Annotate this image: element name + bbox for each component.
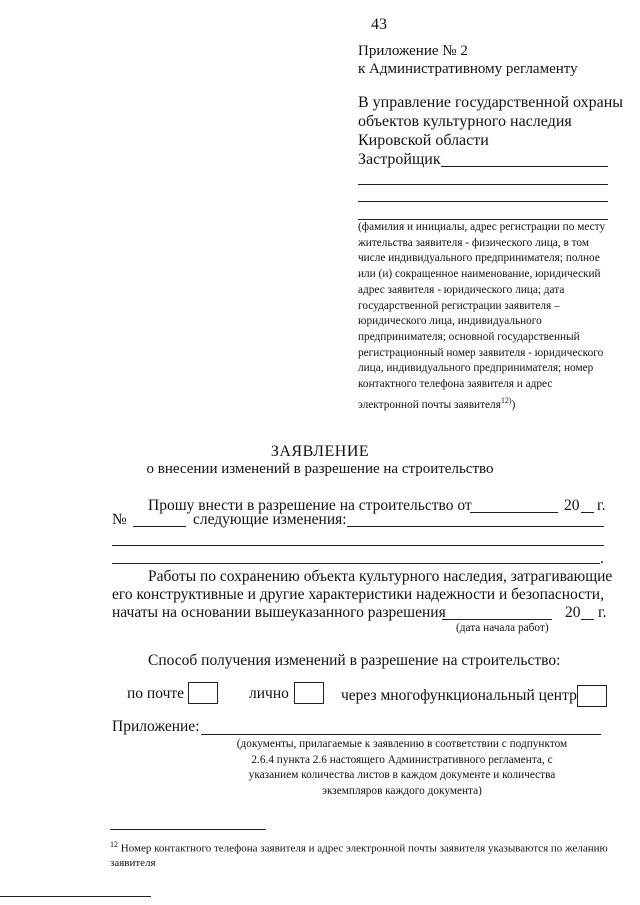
page-number: 43	[371, 16, 387, 33]
attachment-note-line-2: 2.6.4 пункта 2.6 настоящего Административного регламента, с	[251, 753, 553, 766]
attachment-note-line-3: указанием количества листов в каждом документе и количества	[248, 769, 556, 781]
works-year-suffix: г.	[598, 604, 607, 621]
footnote-separator	[110, 829, 266, 830]
works-date-field[interactable]	[442, 619, 552, 620]
footnote-mark: 12	[110, 840, 118, 849]
works-line-2: его конструктивные и другие характеристики надежности и безопасности,	[112, 586, 604, 603]
footnote-text: Номер контактного телефона заявителя и адрес электронной почты заявителя указываются по желанию заявителя	[110, 842, 608, 869]
attachment-field[interactable]	[201, 734, 601, 735]
works-line-3: начаты на основании вышеуказанного разрешения	[112, 604, 446, 621]
option-mail-checkbox[interactable]	[188, 682, 218, 704]
attachment-label: Приложение:	[112, 718, 200, 735]
option-mfc-label: через многофункциональный центр	[341, 687, 577, 704]
permit-year-prefix: 20	[564, 497, 580, 514]
option-personal-checkbox[interactable]	[294, 682, 324, 704]
appendix-header	[358, 42, 578, 78]
attachment-note-line-1: (документы, прилагаемые к заявлению в соответствии с подпунктом	[236, 738, 568, 750]
applicant-note	[358, 220, 613, 413]
applicant-note-text: (фамилия и инициалы, адрес регистрации по месту жительства заявителя - физического лица, в том числе индивидуального предпринимателя; полное или (и) сокращенное наименование, юридический адрес заявителя - юридического лица; дата государственной регистрации заявителя – юридического лица, индивидуального предпринимателя; основной государственный регистрационный номер заявителя - юридического лица, индивидуального предпринимателя; номер контактного телефона заявителя и адрес электронной почты заявителя	[358, 221, 606, 411]
works-line-1: Работы по сохранению объекта культурного наследия, затрагивающие	[148, 568, 613, 585]
developer-field-line-3[interactable]	[358, 201, 608, 202]
developer-field-line-2[interactable]	[358, 184, 608, 185]
permit-number-field[interactable]	[133, 526, 186, 527]
addressee-line-2: объектов культурного наследия	[358, 113, 572, 130]
applicant-note-end: )	[511, 398, 516, 411]
method-heading: Способ получения изменений в разрешение на строительство:	[148, 652, 561, 669]
addressee-line-1: В управление государственной охраны	[358, 94, 624, 111]
changes-field-line-2[interactable]	[112, 545, 604, 546]
works-date-caption: (дата начала работ)	[456, 622, 549, 634]
permit-number-label: №	[112, 511, 127, 528]
document-subtitle: о внесении изменений в разрешение на строительство	[146, 461, 494, 477]
applicant-note-ref: 12)	[500, 395, 512, 405]
works-year-field[interactable]	[581, 619, 594, 620]
changes-period: .	[600, 550, 604, 567]
permit-date-field[interactable]	[470, 512, 558, 513]
works-year-prefix: 20	[565, 604, 581, 621]
document-title: ЗАЯВЛЕНИЕ	[270, 443, 370, 460]
developer-label: Застройщик	[358, 151, 441, 168]
permit-year-suffix: г.	[597, 497, 606, 514]
developer-field[interactable]	[441, 166, 608, 167]
addressee-line-3: Кировской области	[358, 132, 489, 149]
request-text: Прошу внести в разрешение на строительство от	[148, 497, 472, 514]
addressee-block	[358, 93, 623, 169]
appendix-line-1: Приложение № 2	[358, 43, 468, 59]
footnote	[110, 838, 615, 870]
option-personal-label: лично	[249, 685, 289, 702]
option-mail-label: по почте	[127, 685, 185, 702]
attachment-note	[212, 737, 592, 799]
changes-field[interactable]	[347, 526, 604, 527]
permit-year-field[interactable]	[581, 512, 594, 513]
appendix-line-2: к Административному регламенту	[358, 61, 578, 77]
changes-label: следующие изменения:	[193, 511, 347, 528]
attachment-note-line-4: экземпляров каждого документа)	[322, 784, 482, 797]
option-mfc-checkbox[interactable]	[577, 685, 607, 707]
changes-field-line-3[interactable]	[112, 563, 600, 564]
bottom-rule	[0, 896, 151, 897]
